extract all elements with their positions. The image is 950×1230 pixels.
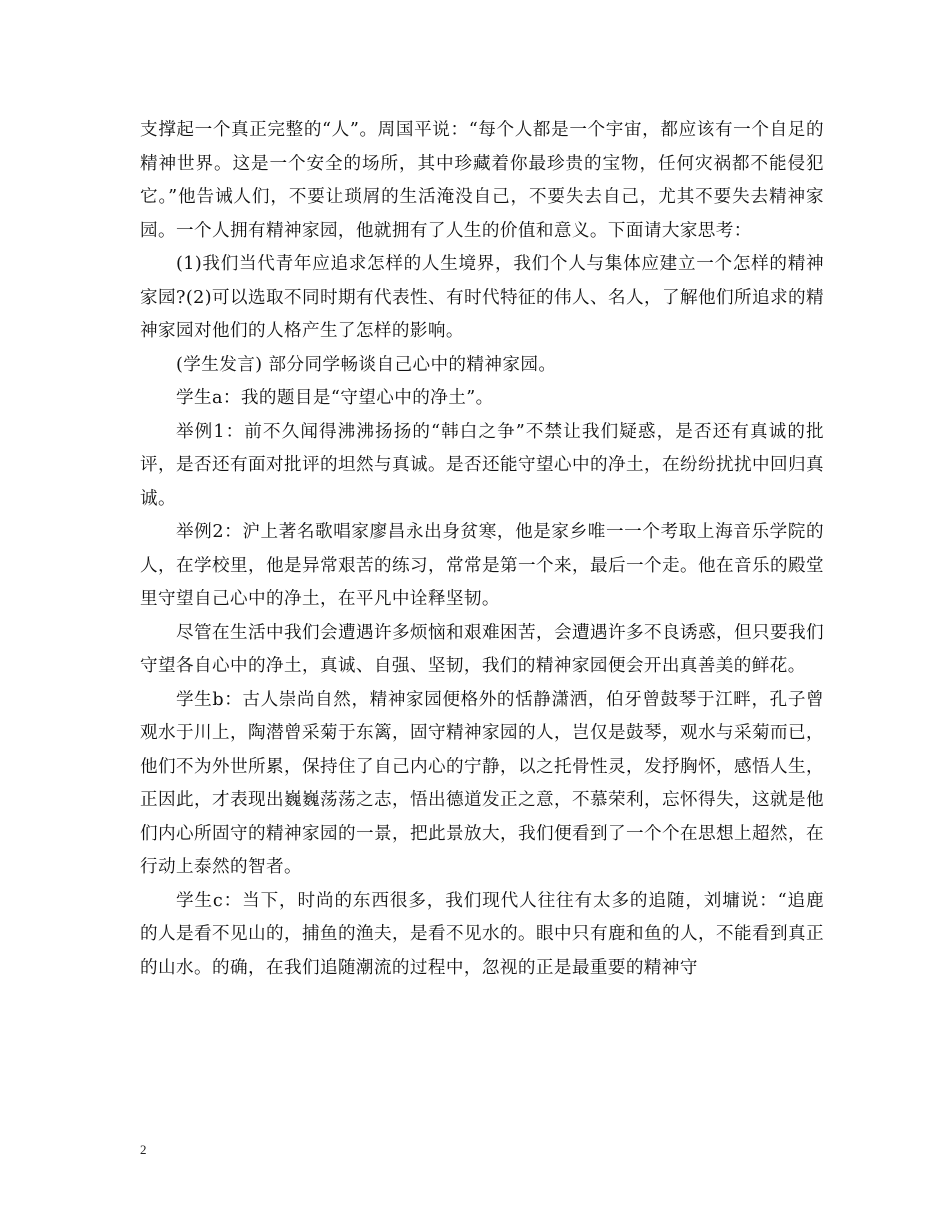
paragraph-student-a-title: 学生a：我的题目是“守望心中的净土”。 [176,388,494,408]
paragraph-student-c: 学生c：当下，时尚的东西很多，我们现代人往往有太多的追随，刘墉说：“追鹿的人是看不见山的，捕鱼的渔夫，是看不见水的。眼中只有鹿和鱼的人，不能看到真正的山水。的确，在我们追随潮流的过程中，忽视的正是最重要的精神守 [140,890,824,978]
page-number: 2 [140,1142,147,1157]
paragraph-example-2: 举例2：沪上著名歌唱家廖昌永出身贫寒，他是家乡唯一一个考取上海音乐学院的人，在学校里，他是异常艰苦的练习，常常是第一个来，最后一个走。他在音乐的殿堂里守望自己心中的净土，在平凡中诠释坚韧。 [140,522,824,609]
paragraph-discussion-questions: (1)我们当代青年应追求怎样的人生境界，我们个人与集体应建立一个怎样的精神家园?(2)可以选取不同时期有代表性、有时代特征的伟人、名人，了解他们所追求的精神家园对他们的人格产生了怎样的影响。 [140,254,824,341]
body-text [140,114,824,985]
paragraph-quote-zhou-guoping: 支撑起一个真正完整的“人”。周国平说：“每个人都是一个宇宙，都应该有一个自足的精神世界。这是一个安全的场所，其中珍藏着你最珍贵的宝物，任何灾祸都不能侵犯它。”他告诫人们，不要让琐屑的生活淹没自己，不要失去自己，尤其不要失去精神家园。一个人拥有精神家园，他就拥有了人生的价值和意义。下面请大家思考： [140,120,824,241]
paragraph-conclusion-a: 尽管在生活中我们会遭遇许多烦恼和艰难困苦，会遭遇许多不良诱惑，但只要我们守望各自心中的净土，真诚、自强、坚韧，我们的精神家园便会开出真善美的鲜花。 [140,622,824,676]
paragraph-example-1: 举例1：前不久闻得沸沸扬扬的“韩白之争”不禁让我们疑惑，是否还有真诚的批评，是否还有面对批评的坦然与真诚。是否还能守望心中的净土，在纷纷扰扰中回归真诚。 [140,421,824,509]
paragraph-student-b: 学生b：古人崇尚自然，精神家园便格外的恬静潇洒，伯牙曾鼓琴于江畔，孔子曾观水于川上，陶潜曾采菊于东篱，固守精神家园的人，岂仅是鼓琴，观水与采菊而已，他们不为外世所累，保持住了自己内心的宁静，以之托骨性灵，发抒胸怀，感悟人生，正因此，才表现出巍巍荡荡之志，悟出德道发正之意，不慕荣利，忘怀得失，这就是他们内心所固守的精神家园的一景，把此景放大，我们便看到了一个个在思想上超然，在行动上泰然的智者。 [140,689,824,877]
paragraph-student-speeches-intro: (学生发言) 部分同学畅谈自己心中的精神家园。 [176,354,557,375]
